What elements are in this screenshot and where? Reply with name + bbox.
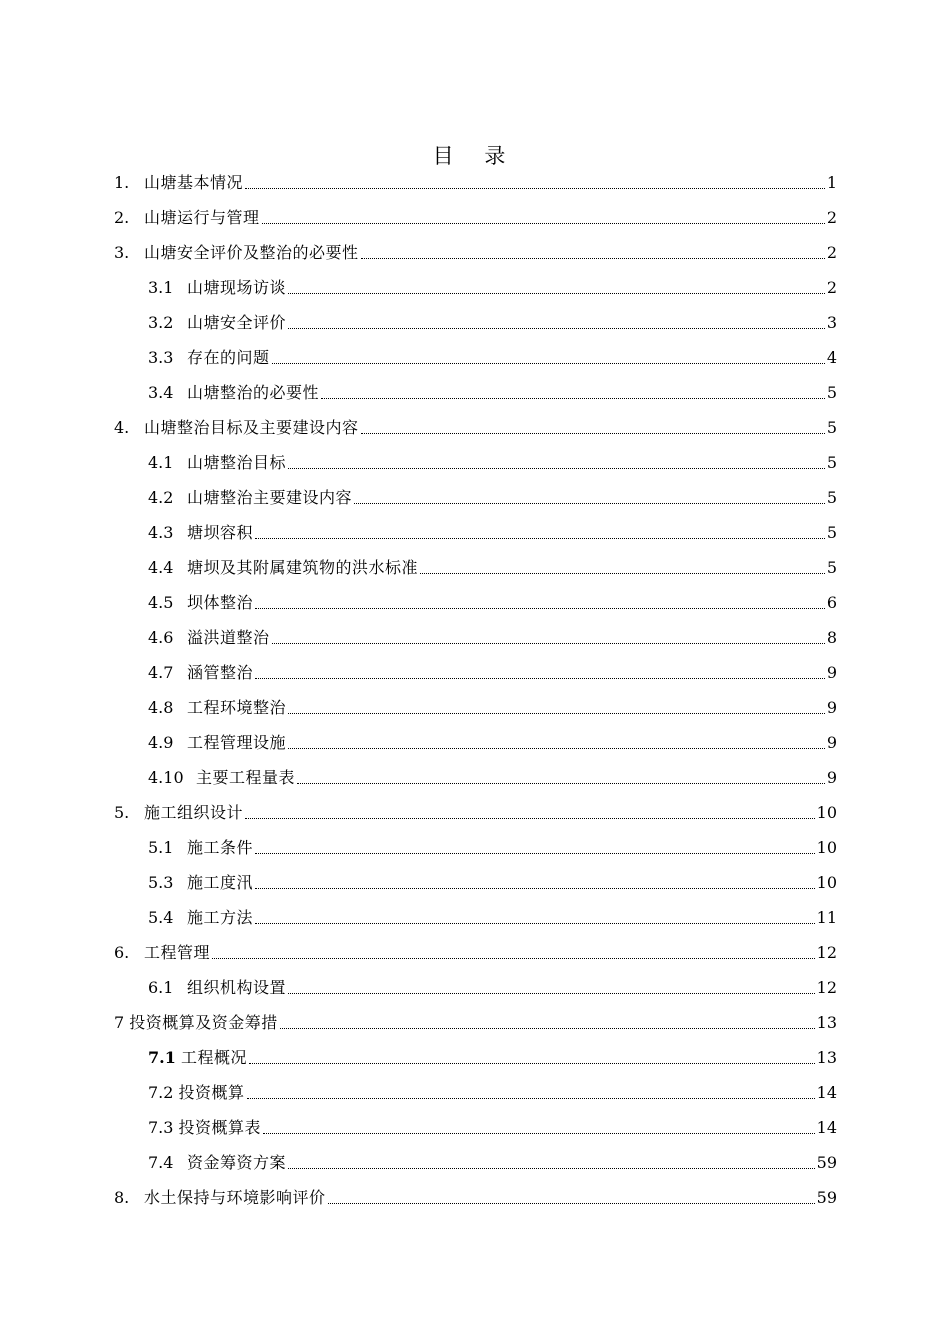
toc-entry-number: 4.2	[148, 488, 174, 507]
toc-entry-number: 3.3	[148, 348, 174, 367]
toc-page-number: 5	[826, 383, 837, 402]
toc-entry-label	[114, 200, 260, 235]
toc-dot-leader	[255, 923, 815, 924]
toc-entry[interactable]	[0, 1110, 950, 1145]
toc-page-number: 4	[826, 348, 837, 367]
toc-entry-number: 6.1	[148, 978, 174, 997]
toc-entry-title: 存在的问题	[187, 348, 270, 367]
toc-dot-leader	[249, 1063, 815, 1064]
toc-page-number: 2	[826, 278, 837, 297]
toc-entry-number: 4.4	[148, 558, 174, 577]
toc-entry[interactable]	[0, 655, 950, 690]
toc-entry-number: 4.6	[148, 628, 174, 647]
toc-entry-label	[148, 1040, 247, 1075]
toc-entry-number: 3.1	[148, 278, 174, 297]
toc-entry-title: 施工度汛	[187, 873, 254, 892]
toc-entry-number: 5.3	[148, 873, 174, 892]
toc-entry[interactable]	[0, 1180, 950, 1215]
toc-dot-leader	[255, 538, 825, 539]
toc-page-number: 5	[826, 523, 837, 542]
toc-entry-title: 山塘整治的必要性	[187, 383, 320, 402]
toc-entry-title: 塘坝及其附属建筑物的洪水标准	[187, 558, 419, 577]
toc-entry-number: 7.1	[148, 1048, 176, 1067]
toc-dot-leader	[255, 608, 825, 609]
toc-dot-leader	[321, 398, 825, 399]
toc-entry-label	[148, 1110, 261, 1145]
toc-entry-number: 1.	[114, 173, 130, 192]
toc-entry[interactable]	[0, 760, 950, 795]
toc-entry-title: 投资概算表	[178, 1118, 262, 1137]
toc-entry[interactable]	[0, 1005, 950, 1040]
toc-entry-number: 7.4	[148, 1153, 174, 1172]
toc-entry-title: 山塘整治目标	[187, 453, 287, 472]
toc-dot-leader	[288, 1168, 815, 1169]
toc-entry[interactable]	[0, 165, 950, 200]
toc-entry-number: 4.	[114, 418, 130, 437]
toc-entry[interactable]	[0, 725, 950, 760]
toc-page-number: 12	[816, 978, 837, 997]
toc-entry-label	[148, 305, 286, 340]
toc-entry-number: 3.2	[148, 313, 174, 332]
toc-entry-number: 3.4	[148, 383, 174, 402]
toc-dot-leader	[255, 678, 825, 679]
toc-entry-number: 4.1	[148, 453, 174, 472]
toc-entry-number: 4.5	[148, 593, 174, 612]
toc-entry-label	[148, 445, 286, 480]
toc-entry-title: 工程管理设施	[187, 733, 287, 752]
toc-entry-number: 8.	[114, 1188, 130, 1207]
toc-entry[interactable]	[0, 550, 950, 585]
toc-entry-title: 施工方法	[187, 908, 254, 927]
toc-entry-label	[114, 1005, 278, 1040]
toc-entry-label	[148, 480, 352, 515]
toc-entry-title: 工程环境整治	[187, 698, 287, 717]
toc-page-number: 13	[816, 1048, 837, 1067]
toc-entry-number: 5.4	[148, 908, 174, 927]
toc-page-number: 59	[816, 1153, 837, 1172]
toc-entry[interactable]	[0, 795, 950, 830]
toc-dot-leader	[420, 573, 825, 574]
toc-entry-number: 4.7	[148, 663, 174, 682]
toc-page-number: 11	[816, 908, 837, 927]
toc-page-number: 2	[826, 208, 837, 227]
toc-entry[interactable]	[0, 1145, 950, 1180]
toc-entry[interactable]	[0, 340, 950, 375]
toc-entry-label	[148, 900, 253, 935]
toc-page-number: 8	[826, 628, 837, 647]
toc-page-number: 14	[816, 1118, 837, 1137]
toc-page-number: 9	[826, 733, 837, 752]
toc-entry[interactable]	[0, 410, 950, 445]
toc-page-number: 6	[826, 593, 837, 612]
toc-entry[interactable]	[0, 445, 950, 480]
toc-dot-leader	[272, 643, 825, 644]
toc-dot-leader	[328, 1203, 815, 1204]
toc-dot-leader	[255, 888, 815, 889]
toc-entry-label	[148, 340, 270, 375]
toc-entry-number: 7	[114, 1013, 125, 1032]
toc-page-number: 9	[826, 663, 837, 682]
toc-entry-label	[148, 865, 253, 900]
toc-entry-number: 5.	[114, 803, 130, 822]
toc-entry-title: 水土保持与环境影响评价	[144, 1188, 326, 1207]
toc-page-number: 14	[816, 1083, 837, 1102]
toc-entry-number: 6.	[114, 943, 130, 962]
toc-entry-title: 山塘现场访谈	[187, 278, 287, 297]
toc-page-number: 2	[826, 243, 837, 262]
toc-entry[interactable]	[0, 935, 950, 970]
toc-entry-number: 5.1	[148, 838, 174, 857]
toc-page-number: 3	[826, 313, 837, 332]
toc-entry[interactable]	[0, 585, 950, 620]
toc-entry-label	[114, 1180, 326, 1215]
toc-page-number: 5	[826, 453, 837, 472]
toc-entry-number: 4.9	[148, 733, 174, 752]
toc-dot-leader	[263, 1133, 815, 1134]
toc-entry-title: 组织机构设置	[187, 978, 287, 997]
toc-dot-leader	[247, 1098, 815, 1099]
toc-entry-title: 山塘基本情况	[144, 173, 244, 192]
toc-entry-title: 山塘整治目标及主要建设内容	[144, 418, 359, 437]
toc-entry[interactable]	[0, 200, 950, 235]
toc-entry-title: 资金筹资方案	[187, 1153, 287, 1172]
toc-entry-label	[148, 830, 253, 865]
toc-entry[interactable]	[0, 235, 950, 270]
toc-entry[interactable]	[0, 865, 950, 900]
toc-dot-leader	[288, 468, 825, 469]
toc-entry-label	[148, 1145, 286, 1180]
toc-dot-leader	[288, 993, 815, 994]
toc-entry-title: 投资概算	[178, 1083, 245, 1102]
toc-entry-label	[148, 725, 286, 760]
toc-entry[interactable]	[0, 1075, 950, 1110]
toc-entry-title: 涵管整治	[187, 663, 254, 682]
toc-page-number: 9	[826, 768, 837, 787]
toc-entry-label	[148, 970, 286, 1005]
toc-page-number: 13	[816, 1013, 837, 1032]
toc-dot-leader	[288, 293, 825, 294]
toc-dot-leader	[361, 433, 825, 434]
toc-page-number: 9	[826, 698, 837, 717]
toc-entry-number: 7.3	[148, 1118, 174, 1137]
toc-entry[interactable]	[0, 515, 950, 550]
toc-entry[interactable]	[0, 900, 950, 935]
toc-entry[interactable]	[0, 970, 950, 1005]
toc-entry-label	[148, 550, 418, 585]
toc-dot-leader	[280, 1028, 815, 1029]
toc-page-number: 10	[816, 838, 837, 857]
toc-dot-leader	[288, 328, 825, 329]
toc-entry-label	[148, 690, 286, 725]
toc-title: 目 录	[432, 144, 518, 168]
toc-entry[interactable]	[0, 480, 950, 515]
toc-dot-leader	[361, 258, 825, 259]
toc-entry-label	[148, 515, 253, 550]
toc-entry-title: 塘坝容积	[187, 523, 254, 542]
toc-entry-label	[148, 1075, 245, 1110]
toc-entry-title: 山塘运行与管理	[144, 208, 260, 227]
toc-page-number: 59	[816, 1188, 837, 1207]
toc-entry-label	[148, 620, 270, 655]
toc-entry-label	[114, 935, 210, 970]
toc-entry-label	[148, 655, 253, 690]
toc-page-number: 12	[816, 943, 837, 962]
toc-dot-leader	[288, 713, 825, 714]
toc-entry[interactable]	[0, 620, 950, 655]
toc-dot-leader	[297, 783, 825, 784]
toc-dot-leader	[288, 748, 825, 749]
toc-dot-leader	[354, 503, 825, 504]
toc-page-number: 10	[816, 873, 837, 892]
toc-dot-leader	[272, 363, 825, 364]
toc-dot-leader	[255, 853, 815, 854]
toc-page-number: 5	[826, 418, 837, 437]
toc-entry-title: 施工条件	[187, 838, 254, 857]
toc-entry-label	[114, 165, 243, 200]
toc-dot-leader	[262, 223, 825, 224]
toc-entry[interactable]	[0, 375, 950, 410]
toc-page-number: 10	[816, 803, 837, 822]
toc-entry-label	[148, 585, 253, 620]
toc-page-number: 1	[826, 173, 837, 192]
toc-entry-label	[148, 375, 319, 410]
toc-entry-title: 工程管理	[144, 943, 211, 962]
toc-entry-title: 山塘安全评价	[187, 313, 287, 332]
toc-entry[interactable]	[0, 1040, 950, 1075]
toc-entry-label	[114, 795, 243, 830]
toc-entry-title: 溢洪道整治	[187, 628, 270, 647]
toc-entry[interactable]	[0, 690, 950, 725]
toc-entry-label	[114, 235, 359, 270]
toc-dot-leader	[245, 188, 825, 189]
toc-entry-number: 3.	[114, 243, 130, 262]
toc-dot-leader	[212, 958, 815, 959]
toc-entry-title: 施工组织设计	[144, 803, 244, 822]
toc-entry-number: 7.2	[148, 1083, 174, 1102]
toc-entry[interactable]	[0, 270, 950, 305]
toc-entry-title: 工程概况	[180, 1048, 247, 1067]
toc-entry-title: 山塘整治主要建设内容	[187, 488, 353, 507]
toc-entry-number: 4.3	[148, 523, 174, 542]
toc-dot-leader	[245, 818, 815, 819]
toc-entry-label	[114, 410, 359, 445]
toc-page-number: 5	[826, 558, 837, 577]
toc-entry-title: 坝体整治	[187, 593, 254, 612]
toc-page-number: 5	[826, 488, 837, 507]
toc-entry-number: 4.10	[148, 768, 184, 787]
toc-entry-title: 投资概算及资金筹措	[129, 1013, 278, 1032]
toc-entry-title: 山塘安全评价及整治的必要性	[144, 243, 359, 262]
toc-entry-number: 2.	[114, 208, 130, 227]
toc-entry[interactable]	[0, 305, 950, 340]
toc-entry-label	[148, 760, 295, 795]
toc-entry-title: 主要工程量表	[196, 768, 296, 787]
toc-entry-number: 4.8	[148, 698, 174, 717]
toc-entry[interactable]	[0, 830, 950, 865]
toc-entry-label	[148, 270, 286, 305]
